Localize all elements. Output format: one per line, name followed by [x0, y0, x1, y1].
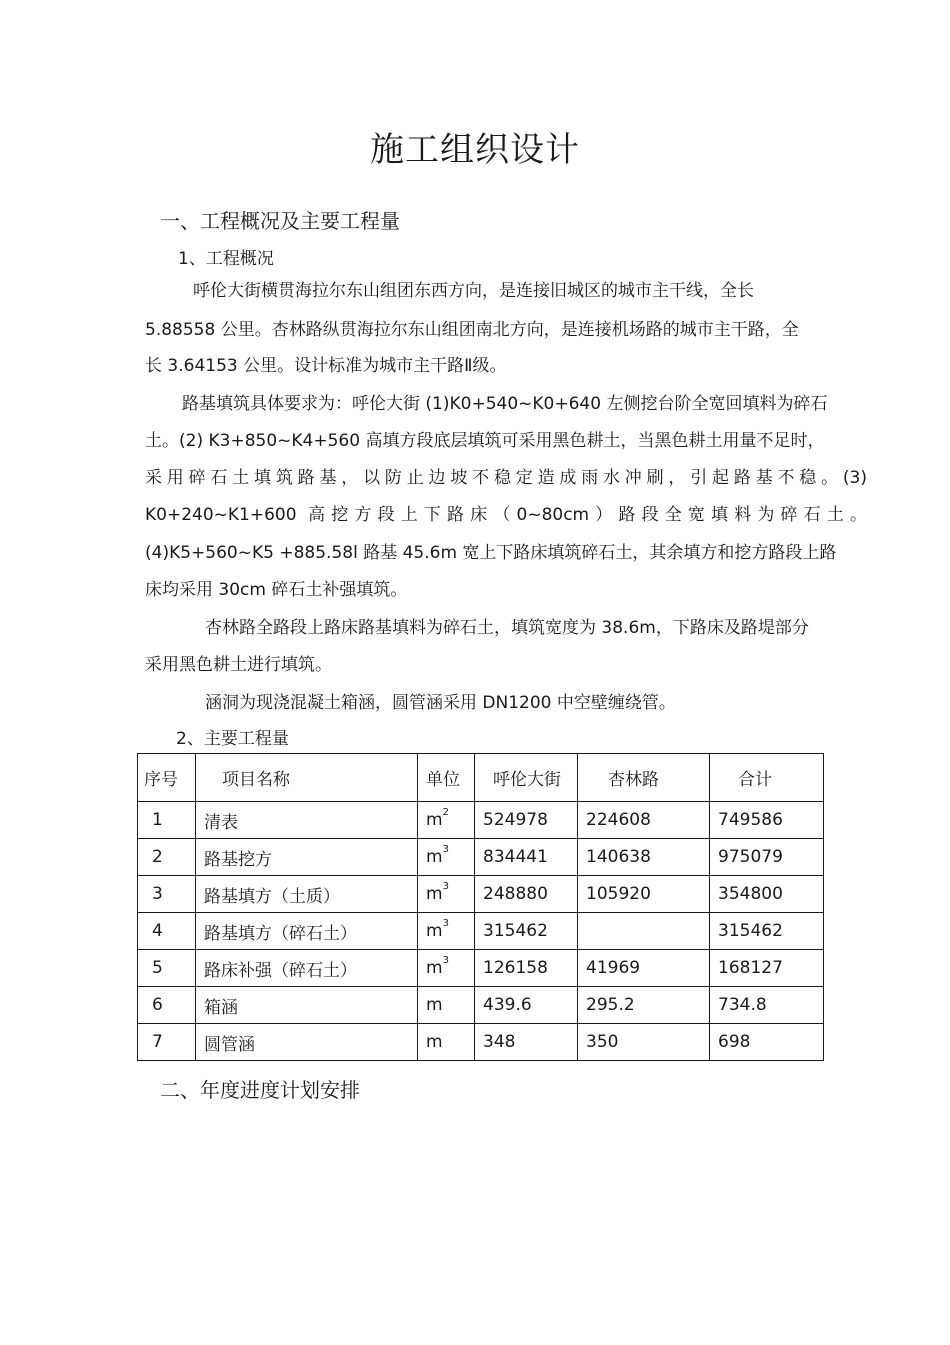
column-header-item: 项目名称	[196, 754, 418, 802]
unit-text: m	[426, 847, 443, 867]
cell-name: 箱涵	[196, 987, 418, 1024]
cell-unit	[418, 839, 475, 876]
section-heading-schedule: 二、年度进度计划安排	[160, 1078, 360, 1102]
cell-hulun: 439.6	[475, 987, 578, 1024]
paragraph-3-line-2: 采用黑色耕土进行填筑。	[145, 655, 332, 675]
cell-hulun: 348	[475, 1024, 578, 1061]
paragraph-1-line-2: 5.88558 公里。杏林路纵贯海拉尔东山组团南北方向，是连接机场路的城市主干路，全	[145, 320, 799, 340]
cell-unit	[418, 950, 475, 987]
cell-xinglin: 295.2	[578, 987, 710, 1024]
paragraph-2-line-5: (4)K5+560~K5 +885.58l 路基 45.6m 宽上下路床填筑碎石土，其余填方和挖方路段上路	[145, 543, 837, 563]
cell-total: 698	[710, 1024, 824, 1061]
cell-xinglin: 140638	[578, 839, 710, 876]
cell-hulun: 126158	[475, 950, 578, 987]
cell-xinglin	[578, 913, 710, 950]
cell-no: 6	[138, 987, 196, 1024]
cell-hulun: 834441	[475, 839, 578, 876]
cell-total: 315462	[710, 913, 824, 950]
table-row	[138, 802, 824, 839]
section-heading-overview: 一、工程概况及主要工程量	[160, 209, 400, 233]
paragraph-2-line-4: K0+240~K1+600 高挖方段上下路床（0~80cm）路段全宽填料为碎石土。	[145, 505, 867, 525]
cell-no: 2	[138, 839, 196, 876]
unit-exponent: 3	[442, 844, 449, 855]
paragraph-2-line-3: 采用碎石土填筑路基，以防止边坡不稳定造成雨水冲刷，引起路基不稳。(3)	[145, 468, 867, 488]
column-header-unit: 单位	[418, 754, 475, 802]
cell-unit	[418, 987, 475, 1024]
paragraph-2-line-1: 路基填筑具体要求为：呼伦大街 (1)K0+540~K0+640 左侧挖台阶全宽回填料为碎石	[182, 394, 828, 414]
cell-xinglin: 350	[578, 1024, 710, 1061]
unit-text: m	[426, 1032, 443, 1052]
table-row	[138, 839, 824, 876]
unit-text: m	[426, 995, 443, 1015]
cell-name: 路基挖方	[196, 839, 418, 876]
table-header-row	[138, 754, 824, 802]
cell-no: 1	[138, 802, 196, 839]
subheading-quantities: 2、主要工程量	[176, 729, 289, 749]
document-title: 施工组织设计	[370, 130, 580, 170]
column-header-hulun: 呼伦大街	[475, 754, 578, 802]
paragraph-2-line-2: 土。(2) K3+850~K4+560 高填方段底层填筑可采用黑色耕土，当黑色耕土用量不足时，	[145, 431, 825, 451]
cell-no: 5	[138, 950, 196, 987]
cell-total: 734.8	[710, 987, 824, 1024]
unit-text: m	[426, 958, 443, 978]
quantities-table	[137, 753, 824, 1061]
unit-exponent: 3	[442, 881, 449, 892]
unit-text: m	[426, 921, 443, 941]
cell-unit	[418, 876, 475, 913]
table-row	[138, 876, 824, 913]
cell-name: 路基填方（土质）	[196, 876, 418, 913]
cell-total: 354800	[710, 876, 824, 913]
cell-hulun: 248880	[475, 876, 578, 913]
cell-xinglin: 224608	[578, 802, 710, 839]
column-header-no: 序号	[138, 754, 196, 802]
cell-name: 路床补强（碎石土）	[196, 950, 418, 987]
paragraph-3-line-1: 杏林路全路段上路床路基填料为碎石土，填筑宽度为 38.6m，下路床及路堤部分	[205, 618, 809, 638]
cell-name: 路基填方（碎石土）	[196, 913, 418, 950]
cell-total: 975079	[710, 839, 824, 876]
table-row	[138, 913, 824, 950]
cell-total: 749586	[710, 802, 824, 839]
paragraph-2-line-6: 床均采用 30cm 碎石土补强填筑。	[145, 580, 408, 600]
column-header-xinglin: 杏林路	[578, 754, 710, 802]
cell-xinglin: 105920	[578, 876, 710, 913]
unit-exponent: 3	[442, 918, 449, 929]
unit-exponent: 3	[442, 955, 449, 966]
table-row	[138, 987, 824, 1024]
cell-no: 3	[138, 876, 196, 913]
cell-unit	[418, 913, 475, 950]
subheading-overview: 1、工程概况	[178, 249, 274, 269]
paragraph-1-line-1: 呼伦大街横贯海拉尔东山组团东西方向，是连接旧城区的城市主干线，全长	[193, 281, 754, 301]
unit-text: m	[426, 810, 443, 830]
unit-text: m	[426, 884, 443, 904]
cell-unit	[418, 1024, 475, 1061]
cell-total: 168127	[710, 950, 824, 987]
cell-name: 圆管涵	[196, 1024, 418, 1061]
table-row	[138, 1024, 824, 1061]
cell-hulun: 315462	[475, 913, 578, 950]
unit-exponent: 2	[442, 807, 449, 818]
column-header-total: 合计	[710, 754, 824, 802]
cell-hulun: 524978	[475, 802, 578, 839]
table-row	[138, 950, 824, 987]
paragraph-4-line-1: 涵洞为现浇混凝土箱涵，圆管涵采用 DN1200 中空壁缠绕管。	[205, 693, 676, 713]
cell-name: 清表	[196, 802, 418, 839]
cell-xinglin: 41969	[578, 950, 710, 987]
cell-no: 7	[138, 1024, 196, 1061]
paragraph-1-line-3: 长 3.64153 公里。设计标准为城市主干路Ⅱ级。	[145, 356, 507, 376]
cell-unit	[418, 802, 475, 839]
cell-no: 4	[138, 913, 196, 950]
